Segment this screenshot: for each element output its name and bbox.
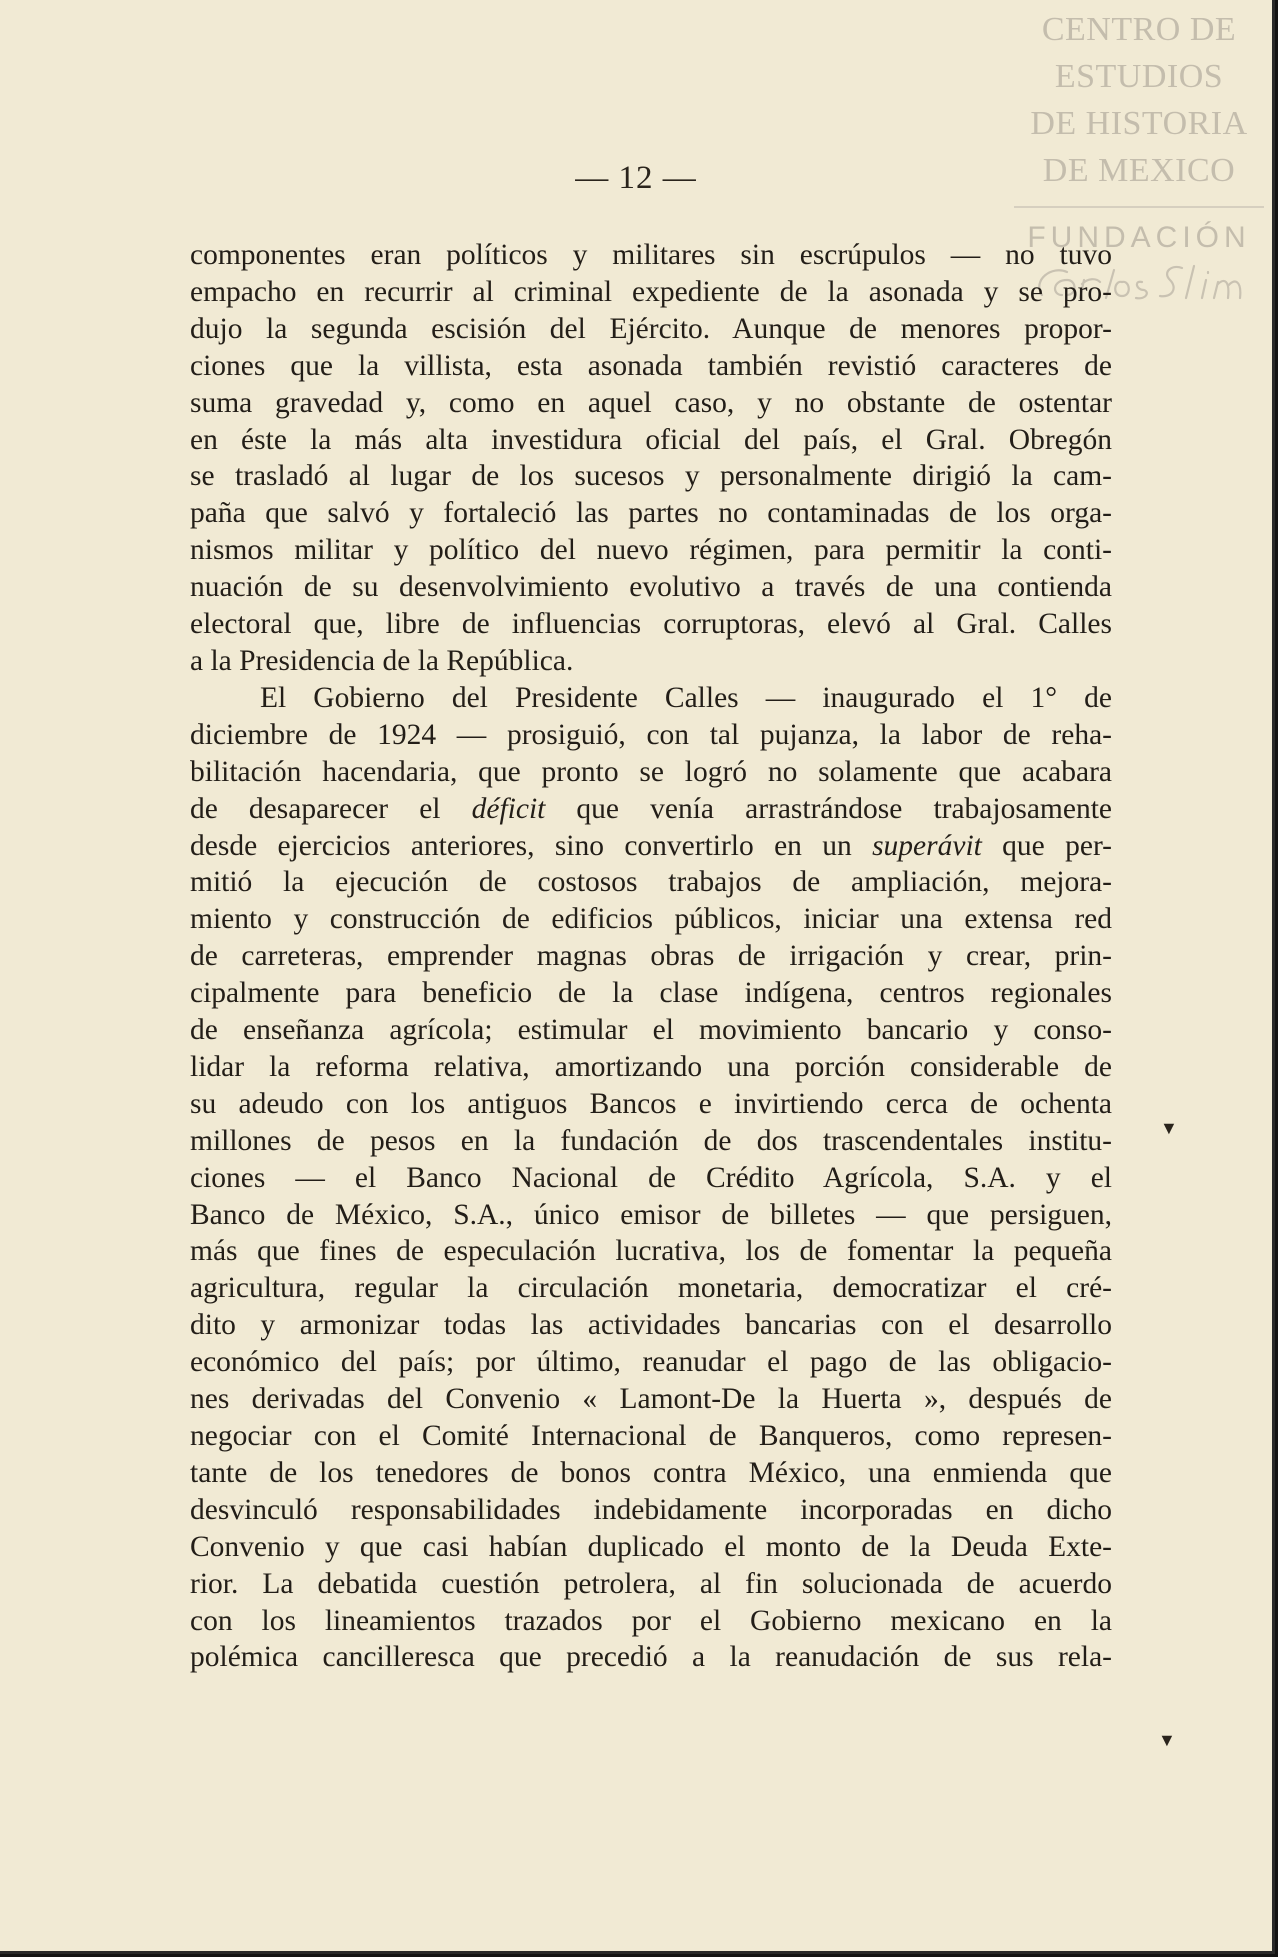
text-line: Banco de México, S.A., único emisor de billetes — que persiguen, [190, 1198, 1112, 1231]
text-line: su adeudo con los antiguos Bancos e invirtiendo cerca de ochenta [190, 1087, 1112, 1120]
text-line: tante de los tenedores de bonos contra México, una enmienda que [190, 1456, 1112, 1489]
page-number: — 12 — [575, 160, 697, 196]
text-line: miento y construcción de edificios públicos, iniciar una extensa red [190, 903, 1112, 936]
watermark-line: DE HISTORIA [1030, 105, 1248, 142]
text-line: lidar la reforma relativa, amortizando una porción considerable de [190, 1050, 1112, 1083]
italic-term: déficit [471, 792, 546, 825]
text-line: ciones que la villista, esta asonada también revistió caracteres de [190, 349, 1112, 382]
watermark-divider [1014, 206, 1264, 208]
text-line: suma gravedad y, como en aquel caso, y no obstante de ostentar [190, 386, 1112, 419]
watermark-line: DE MEXICO [1042, 152, 1236, 189]
text-line: con los lineamientos trazados por el Gobierno mexicano en la [190, 1604, 1112, 1637]
margin-mark-icon: ▼ [1160, 1118, 1178, 1138]
text-line: nuación de su desenvolvimiento evolutivo a través de una contienda [190, 571, 1112, 604]
text-line: paña que salvó y fortaleció las partes no contaminadas de los orga- [190, 497, 1112, 530]
text-line: nes derivadas del Convenio « Lamont-De la Huerta », después de [190, 1383, 1112, 1416]
text-line: El Gobierno del Presidente Calles — inaugurado el 1° de [260, 681, 1112, 714]
text-line: millones de pesos en la fundación de dos trascendentales institu- [190, 1124, 1112, 1157]
text-line: mitió la ejecución de costosos trabajos de ampliación, mejora- [190, 866, 1112, 899]
text-line: dujo la segunda escisión del Ejército. Aunque de menores propor- [190, 312, 1112, 345]
text-line: se trasladó al lugar de los sucesos y personalmente dirigió la cam- [190, 460, 1112, 493]
text-line: más que fines de especulación lucrativa, los de fomentar la pequeña [190, 1235, 1112, 1268]
text-line: negociar con el Comité Internacional de Banqueros, como represen- [190, 1420, 1112, 1452]
text-line: desde ejercicios anteriores, sino convertirlo en un superávit que per- [190, 829, 1112, 862]
text-line: cipalmente para beneficio de la clase indígena, centros regionales [190, 977, 1112, 1010]
text-line: a la Presidencia de la República. [190, 644, 574, 677]
text-line: rior. La debatida cuestión petrolera, al fin solucionada de acuerdo [190, 1567, 1112, 1600]
text-line: de enseñanza agrícola; estimular el movimiento bancario y conso- [190, 1014, 1112, 1047]
italic-term: superávit [872, 829, 982, 862]
text-line: desvinculó responsabilidades indebidamente incorporadas en dicho [190, 1493, 1112, 1526]
text-line: bilitación hacendaria, que pronto se logró no solamente que acabara [190, 755, 1112, 788]
text-line: de desaparecer el déficit que venía arrastrándose trabajosamente [190, 792, 1112, 825]
watermark-line: ESTUDIOS [1054, 58, 1224, 95]
text-line: de carreteras, emprender magnas obras de irrigación y crear, prin- [190, 940, 1112, 973]
text-line: nismos militar y político del nuevo régimen, para permitir la conti- [190, 534, 1112, 567]
text-line: en éste la más alta investidura oficial del país, el Gral. Obregón [190, 423, 1112, 456]
text-line: diciembre de 1924 — prosiguió, con tal pujanza, la labor de reha- [190, 718, 1112, 751]
text-line: electoral que, libre de influencias corruptoras, elevó al Gral. Calles [190, 608, 1112, 641]
archive-watermark [1014, 6, 1264, 256]
text-line: polémica cancilleresca que precedió a la reanudación de sus rela- [190, 1641, 1112, 1674]
body-text [190, 237, 1112, 1676]
text-line: ciones — el Banco Nacional de Crédito Agrícola, S.A. y el [190, 1161, 1112, 1194]
text-line: empacho en recurrir al criminal expediente de la asonada y se pro- [190, 275, 1112, 308]
watermark-fundacion: FUNDACIÓN [1027, 221, 1251, 254]
text-line: dito y armonizar todas las actividades bancarias con el desarrollo [190, 1309, 1112, 1342]
margin-mark-icon: ▼ [1158, 1730, 1176, 1750]
text-line: económico del país; por último, reanudar el pago de las obligacio- [190, 1346, 1112, 1379]
watermark-line: CENTRO DE [1041, 11, 1237, 48]
text-line: Convenio y que casi habían duplicado el monto de la Deuda Exte- [190, 1530, 1112, 1563]
text-line: componentes eran políticos y militares sin escrúpulos — no tuvo [190, 239, 1112, 271]
text-line: agricultura, regular la circulación monetaria, democratizar el cré- [190, 1272, 1112, 1305]
